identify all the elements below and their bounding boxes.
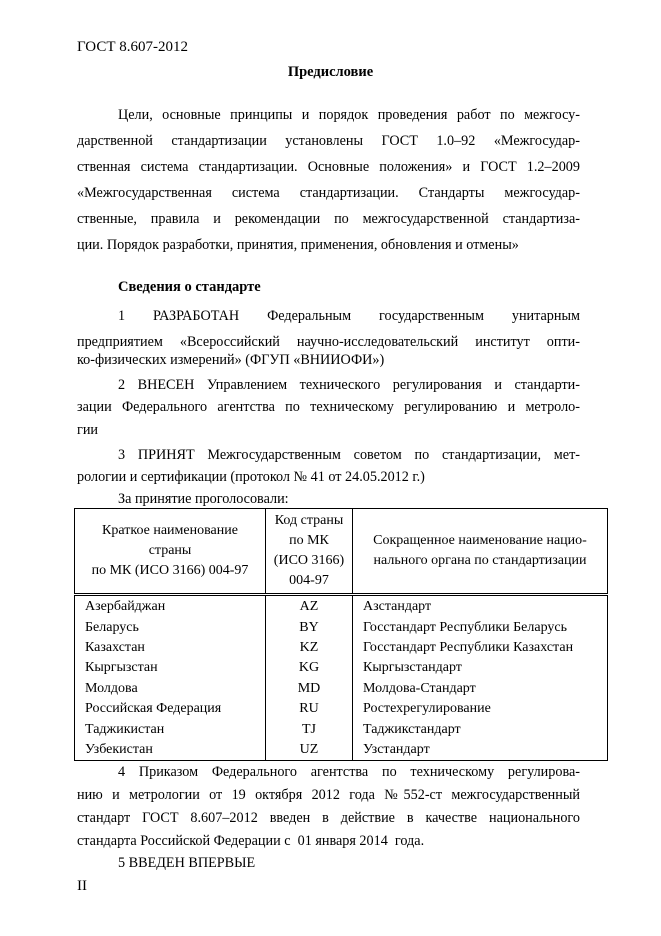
item1-line: ко-физических измерений» (ФГУП «ВНИИОФИ») (77, 352, 385, 368)
code-cell: KG (266, 658, 353, 678)
intro-line: ственная система стандартизации. Основные положения» и ГОСТ 1.2–2009 (77, 159, 580, 175)
page-number: II (77, 878, 87, 894)
country-cell: Узбекистан (75, 740, 266, 761)
item2-line: 2 ВНЕСЕН Управлением технического регулирования и стандарти- (118, 377, 580, 393)
agency-cell: Таджикстандарт (353, 719, 608, 739)
table-row (75, 679, 608, 699)
code-cell: UZ (266, 740, 353, 761)
item1-line: предприятием «Всероссийский научно-исследовательский институт опти- (77, 334, 580, 350)
code-cell: AZ (266, 595, 353, 618)
column-header-agency: Сокращенное наименование нацио- нального органа по стандартизации (353, 509, 608, 595)
country-cell: Таджикистан (75, 719, 266, 739)
table-row (75, 638, 608, 658)
code-cell: MD (266, 679, 353, 699)
item4-line: 4 Приказом Федерального агентства по техническому регулирова- (118, 764, 580, 780)
intro-line: «Межгосударственная система стандартизации. Стандарты межгосудар- (77, 185, 580, 201)
section-title: Сведения о стандарте (118, 279, 261, 295)
agency-cell: Азстандарт (353, 595, 608, 618)
table-row (75, 658, 608, 678)
voted-label: За принятие проголосовали: (118, 491, 289, 507)
table-row (75, 617, 608, 637)
item3-line: 3 ПРИНЯТ Межгосударственным советом по стандартизации, мет- (118, 447, 580, 463)
country-cell: Кыргызстан (75, 658, 266, 678)
agency-cell: Ростехрегулирование (353, 699, 608, 719)
item4-line: стандарта Российской Федерации с 01 января 2014 года. (77, 833, 425, 849)
code-cell: RU (266, 699, 353, 719)
agency-cell: Госстандарт Республики Беларусь (353, 617, 608, 637)
document-id: ГОСТ 8.607-2012 (77, 39, 188, 55)
table-row (75, 595, 608, 618)
country-cell: Казахстан (75, 638, 266, 658)
table-row (75, 699, 608, 719)
agency-cell: Молдова-Стандарт (353, 679, 608, 699)
table-row (75, 719, 608, 739)
agency-cell: Кыргызстандарт (353, 658, 608, 678)
country-cell: Беларусь (75, 617, 266, 637)
item5: 5 ВВЕДЕН ВПЕРВЫЕ (118, 855, 256, 871)
code-cell: BY (266, 617, 353, 637)
item4-line: стандарт ГОСТ 8.607–2012 введен в действие в качестве национального (77, 810, 580, 826)
column-header-country: Краткое наименование страны по МК (ИСО 3166) 004-97 (75, 509, 266, 595)
code-cell: TJ (266, 719, 353, 739)
item4-line: нию и метрологии от 19 октября 2012 года №552-ст межгосударственный (77, 787, 580, 803)
country-cell: Молдова (75, 679, 266, 699)
table-row (75, 740, 608, 761)
column-header-code: Код страны по МК (ИСО 3166) 004-97 (266, 509, 353, 595)
intro-line: дарственной стандартизации установлены ГОСТ 1.0–92 «Межгосудар- (77, 133, 580, 149)
agency-cell: Узстандарт (353, 740, 608, 761)
agency-cell: Госстандарт Республики Казахстан (353, 638, 608, 658)
intro-line: ственные, правила и рекомендации по межгосударственной стандартиза- (77, 211, 580, 227)
item1-line: 1 РАЗРАБОТАН Федеральным государственным унитарным (118, 308, 580, 324)
code-cell: KZ (266, 638, 353, 658)
country-cell: Азербайджан (75, 595, 266, 618)
country-cell: Российская Федерация (75, 699, 266, 719)
intro-line: ции. Порядок разработки, принятия, применения, обновления и отмены» (77, 237, 519, 253)
table-header-row (75, 509, 608, 595)
voting-table (74, 508, 608, 761)
item2-line: гии (77, 422, 99, 438)
item3-line: рологии и сертификации (протокол № 41 от 24.05.2012 г.) (77, 469, 425, 485)
item2-line: зации Федерального агентства по техническому регулированию и метроло- (77, 399, 580, 415)
page-title: Предисловие (287, 64, 374, 80)
intro-line: Цели, основные принципы и порядок проведения работ по межгосу- (118, 107, 580, 123)
